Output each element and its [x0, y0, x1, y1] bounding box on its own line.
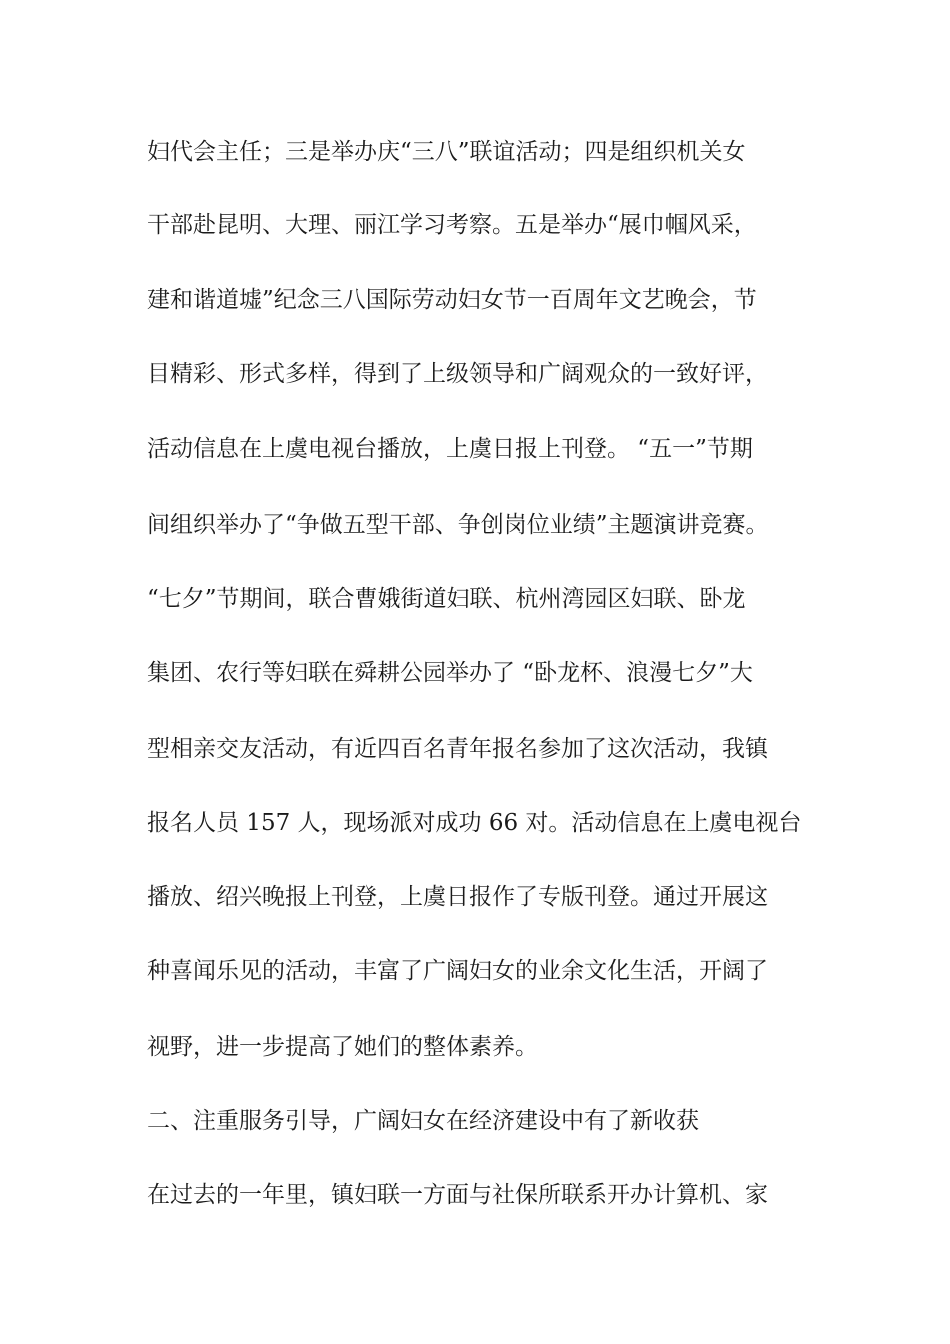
text-line: 集团、农行等妇联在舜耕公园举办了 “卧龙杯、浪漫七夕”大 — [147, 660, 753, 686]
text-line: 型相亲交友活动，有近四百名青年报名参加了这次活动，我镇 — [147, 736, 768, 762]
text-line: “七夕”节期间，联合曹娥街道妇联、杭州湾园区妇联、卧龙 — [147, 586, 746, 612]
text-line: 干部赴昆明、大理、丽江学习考察。五是举办“展巾帼风采， — [147, 212, 757, 238]
text-line: 目精彩、形式多样，得到了上级领导和广阔观众的一致好评， — [147, 361, 768, 387]
text-line: 视野，进一步提高了她们的整体素养。 — [147, 1034, 538, 1060]
text-line: 妇代会主任；三是举办庆“三八”联谊活动；四是组织机关女 — [147, 139, 746, 165]
text-line: 间组织举办了“争做五型干部、争创岗位业绩”主题演讲竞赛。 — [147, 512, 769, 538]
text-line: 活动信息在上虞电视台播放，上虞日报上刊登。 “五一”节期 — [147, 436, 753, 462]
text-line: 报名人员 157 人，现场派对成功 66 对。活动信息在上虞电视台 — [147, 810, 802, 836]
section-heading: 二、注重服务引导，广阔妇女在经济建设中有了新收获 — [147, 1108, 699, 1134]
text-line: 在过去的一年里，镇妇联一方面与社保所联系开办计算机、家 — [147, 1182, 768, 1208]
text-line: 种喜闻乐见的活动，丰富了广阔妇女的业余文化生活，开阔了 — [147, 958, 768, 984]
text-line: 建和谐道墟”纪念三八国际劳动妇女节一百周年文艺晚会，节 — [147, 287, 757, 313]
text-line: 播放、绍兴晚报上刊登，上虞日报作了专版刊登。通过开展这 — [147, 884, 768, 910]
